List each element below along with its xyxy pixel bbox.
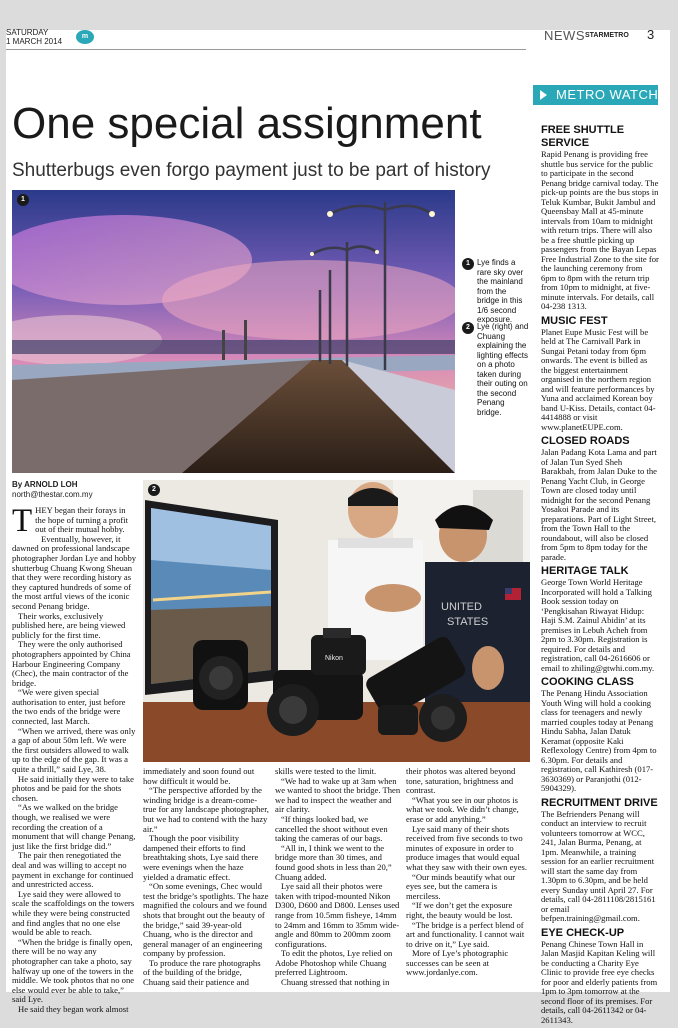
item-heading: RECRUITMENT DRIVE [541, 796, 658, 809]
body-paragraph: “If we don’t get the exposure right, the beauty would be lost. [406, 900, 513, 920]
metro-watch-item [541, 927, 659, 1026]
item-heading: HERITAGE TALK [541, 565, 629, 577]
metro-watch-item [541, 435, 659, 562]
body-paragraph: “As we walked on the bridge though, we realised we were recording the creation of a monument that will change Penang, just like the first bridge did.” [12, 802, 136, 851]
item-body: The Penang Hindu Association Youth Wing will hold a cooking class for teenagers and newly married couples today at Penang Hindu Sabha, Jalan Datuk Keramat (opposite Kaki Reflexology Centre) from 4pm to 6.30pm. For details and registration, call Kathiresh (017-3630369) or Paranjothi (012-5904329). [541, 688, 657, 793]
caption-number-1: 1 [462, 258, 474, 270]
item-body: Planet Eupe Music Fest will be held at The Carnivall Park in Sungai Petani today from 6pm onwards. The event is billed as the biggest entertainment organised in the northern region and will feature performances by Yuna and acclaimed Korean boy band U-Kiss. Details, contact 04-4414888 or visit www.planetEUPE.com. [541, 326, 656, 432]
body-paragraph: immediately and soon found out how difficult it would be. [143, 766, 255, 786]
subheadline: Shutterbugs even forgo payment just to be part of history [12, 160, 491, 181]
article-column-4 [406, 767, 530, 978]
issue-day: SATURDAY [6, 28, 49, 37]
svg-text:STATES: STATES [447, 616, 489, 628]
body-paragraph: “When we arrived, there was only a gap of about 50m left. We were the first outsiders allowed to walk up to the edge of the gap. It was a quite a thrill,” said Lye, 38. [12, 725, 136, 775]
headline: One special assignment [12, 99, 482, 148]
item-heading: FREE SHUTTLE SERVICE [541, 124, 625, 149]
item-body: Jalan Padang Kota Lama and part of Jalan Tun Syed Sheh Barakbah, from Jalan Duke to the Penang Yacht Club, in George Town are closed today until midnight for the second Penang Yosakoi Parade and its preparations. Part of Light Street, from the Town Hall to the roundabout, will also be closed from 5pm to 8pm today for the parade. [541, 447, 657, 562]
body-paragraph: They were the only authorised photographers appointed by China Harbour Engineering Company (Chec), the main contractor of the bridge. [12, 639, 131, 688]
body-paragraph: “If things looked bad, we cancelled the shoot without even taking the cameras of our bags. [275, 813, 388, 844]
svg-text:UNITED: UNITED [441, 601, 482, 613]
body-paragraph: Their works, exclusively published here, are being viewed publicly for the first time. [12, 610, 126, 640]
play-arrow-icon [540, 90, 547, 100]
lead-text: HEY began their forays in the hope of turning a profit out of their mutual hobby. [35, 505, 129, 535]
issue-full-date: 1 MARCH 2014 [6, 37, 63, 46]
metro-watch-item [541, 565, 659, 673]
header-divider [6, 49, 526, 50]
article-column-1 [12, 503, 137, 1014]
body-paragraph: “All in, I think we went to the bridge more than 30 times, and found good shots in less than 20,” Chuang added. [275, 842, 392, 882]
byline [12, 480, 93, 500]
body-paragraph: “We had to wake up at 3am when we wanted to shoot the bridge. Then we had to inspect the weather and air clarity. [275, 775, 401, 815]
issue-date [6, 28, 62, 46]
page-number: 3 [647, 27, 655, 42]
item-body: Rapid Penang is providing free shuttle bus service for the public to participate in the second Penang bridge carnival today. The pick-up points are the bus stops in Teluk Kumbar, Bukit Jambul and Queensbay Mall at 45-minute intervals from 10am to midnight with return trips. There will also be a free shuttle picking up passengers from the Bayan Lepas Free Industrial Zone to the site for the launching ceremony from 6pm to 8pm with the return trip from 10pm to midnight, at five-minute intervals. For details, call 04-238 1313. [541, 149, 659, 311]
body-paragraph: “On some evenings, Chec would test the bridge’s spotlights. The haze magnified the colours and we found shots that brought out the beauty of the bridge,” said 39-year-old Chuang, who is the director and general manager of an engineering company by profession. [143, 881, 269, 959]
body-paragraph: Chuang stressed that nothing in [281, 977, 390, 988]
body-paragraph: “The bridge is a perfect blend of art and functionality. I cannot wait to drive on it,” Lye said. [406, 919, 525, 949]
caption-text-2: Lye (right) and Chuang explaining the lighting effects on a photo taken during their outing on the second Penang bridge. [477, 322, 529, 417]
body-paragraph: Lye said they were allowed to scale the scaffoldings on the towers while they were being constructed and find angles that no one else would be able to reach. [12, 888, 135, 938]
body-paragraph: “We were given special authorisation to enter, just before the two ends of the bridge were connected, last March. [12, 687, 126, 727]
body-paragraph: Though the poor visibility dampened their efforts to find breathtaking shots, Lye said there were evenings when the haze yielded a dramatic effect. [143, 833, 259, 882]
body-paragraph: “What you see in our photos is what we took. We didn’t change, erase or add anything.” [406, 794, 519, 824]
body-paragraph: To edit the photos, Lye relied on Adobe Photoshop while Chuang preferred Lightroom. [275, 948, 393, 978]
item-heading: COOKING CLASS [541, 676, 634, 688]
lead-paragraph [12, 503, 137, 539]
byline-name: By ARNOLD LOH [12, 480, 78, 489]
body-paragraph: More of Lye’s photographic successes can be seen at www.jordanlye.com. [406, 948, 509, 978]
body-paragraph: “When the bridge is finally open, there will be no way any photographer can take a photo, say halfway up one of the towers in the middle. We took photos that no one else would ever be able to take,” said Lye. [12, 936, 135, 1005]
article-column-3 [275, 767, 401, 988]
caption-number-2: 2 [462, 322, 474, 334]
body-paragraph: The pair then renegotiated the deal and was willing to accept no payment in exchange for continued and unrestricted access. [12, 850, 134, 890]
metro-watch-item [541, 315, 659, 433]
metro-watch-list [541, 124, 659, 1028]
metro-watch-item [541, 797, 659, 924]
photo-label-1: 1 [17, 194, 29, 206]
svg-text:Nikon: Nikon [325, 655, 343, 662]
section-name: NEWS [544, 28, 585, 43]
bridge-photo [12, 190, 455, 473]
item-heading: CLOSED ROADS [541, 435, 630, 447]
metro-watch-item [541, 676, 659, 794]
item-body: George Town World Heritage Incorporated will hold a Talking Book session today on ‘Pengkisahan Riwayat Hidup: Haji S.M. Zainul Abidin’ at its premises in Lebuh Acheh from 2pm to 3.30pm. Registration is required. For details and registration, call 04-2616606 or email to zhiling@gtwhi.com.my. [541, 577, 655, 673]
photo-label-2: 2 [148, 484, 160, 496]
item-body: The Befrienders Penang will conduct an interview to recruit volunteers tomorrow at WCC, 241, Jalan Burma, Penang, at 1pm. Meanwhile, a training session for an earlier recruitment will start the same day from 1.30pm to 6.30pm, and be held every Sunday until April 27. For details, call 04-2811108/2815161 or email befpen.training@gmail.com. [541, 808, 656, 923]
body-paragraph: Lye said all their photos were taken with tripod-mounted Nikon D300, D600 and D800. Lenses used range from 10.5mm fisheye, 14mm to 24mm and 16mm to 35mm wide-angle and 80mm to 200mm zoom configurations. [275, 881, 400, 949]
metro-watch-item [541, 124, 659, 312]
article-column-2 [143, 767, 269, 988]
body-paragraph: To produce the rare photographs of the building of the bridge, Chuang said their patience and [143, 957, 261, 988]
photo-caption-1 [462, 258, 530, 325]
photo-caption-2 [462, 322, 530, 417]
byline-email[interactable]: north@thestar.com.my [12, 490, 93, 499]
body-paragraph: Lye said many of their shots received from five seconds to two minutes of exposure in order to produce images that would equal what they saw with their own eyes. [406, 823, 528, 872]
item-body: Penang Chinese Town Hall in Jalan Masjid Kapitan Keling will be conducting a Charity Eye Clinic to provide free eye checks for poor and elderly patients from 1pm to 3pm tomorrow at the second floor of its premises. For details, call 04-2611342 or 04-2611343. [541, 938, 658, 1025]
publication-name: STARMETRO [585, 32, 629, 39]
photographers-photo [143, 480, 530, 762]
metro-watch-title: METRO WATCH [556, 87, 659, 102]
body-paragraph: Eventually, however, it dawned on professional landscape photographer Jordan Lye and hobby shutterbug Chuang Kwong Sheuan that they were recording history as they captured hundreds of some of the most artful views of the iconic second Penang bridge. [12, 533, 137, 611]
item-heading: EYE CHECK-UP [541, 926, 625, 939]
body-paragraph: He said they began work almost [18, 1003, 129, 1014]
body-paragraph: He said initially they were to take photos and be paid for the shots chosen. [12, 773, 134, 803]
body-paragraph: their photos was altered beyond tone, saturation, brightness and contrast. [406, 766, 516, 796]
body-paragraph: “Our minds beautify what our eyes see, but the camera is merciless. [406, 871, 516, 901]
drop-cap: T [12, 503, 33, 539]
body-paragraph: skills were tested to the limit. [275, 766, 377, 776]
section-logo-icon: m [76, 30, 94, 44]
item-heading: MUSIC FEST [541, 314, 608, 327]
caption-text-1: Lye finds a rare sky over the mainland from the bridge in this 1/6 second exposure. [477, 258, 524, 324]
body-paragraph: “The perspective afforded by the winding bridge is a dream-come-true for any landscape photographer, but we had to contend with the hazy air.” [143, 785, 269, 834]
